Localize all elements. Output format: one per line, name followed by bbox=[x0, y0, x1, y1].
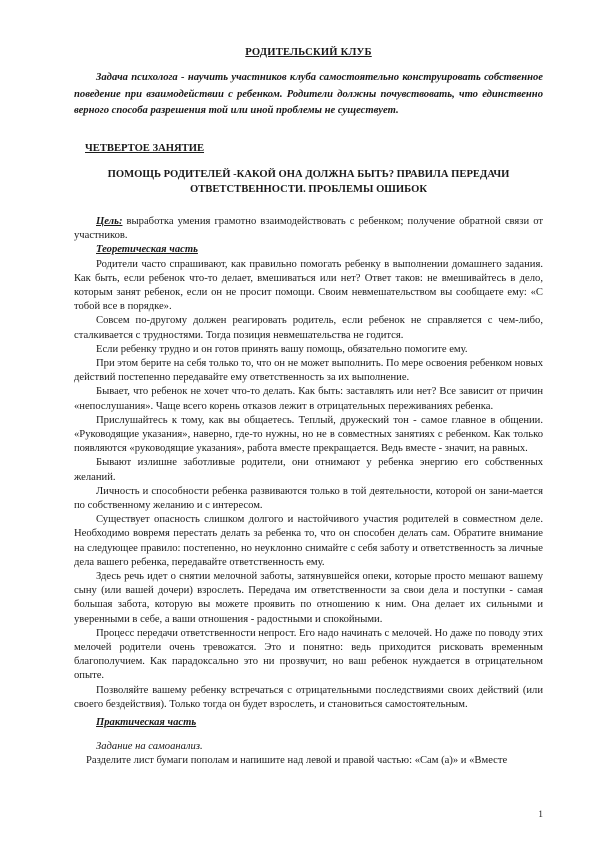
paragraph: Прислушайтесь к тому, как вы общаетесь. Теплый, дружеский тон - самое главное в общении. «Руководящие указания», наверно, где-то нужны, но не в совместных занятиях с ребенком. Как только появляются «руководящие указания», работа вместе прекращается. Ведь вместе - значит, на равных. bbox=[74, 414, 543, 455]
club-title: РОДИТЕЛЬСКИЙ КЛУБ bbox=[245, 47, 372, 58]
goal-text: выработка умения грамотно взаимодействовать с ребенком; получение обратной связи от участников. bbox=[74, 215, 543, 242]
paragraph: Процесс передачи ответственности непрост. Его надо начинать с мелочей. Но даже по поводу этих мелочей родители очень тревожатся. Это и понятно: ведь приходится рисковать временным благополучием. Как парадоксально это ни прозвучит, но ваш ребенок нуждается в отрицательном опыте. bbox=[74, 627, 543, 682]
theory-section-label: Теоретическая часть bbox=[96, 244, 198, 256]
paragraph: При этом берите на себя только то, что он не может выполнить. По мере освоения ребенком новых действий постепенно передавайте ему ответственность за их выполнение. bbox=[74, 357, 543, 384]
paragraph: Личность и способности ребенка развиваются только в той деятельности, которой он зани-мается по собственному желанию и с интересом. bbox=[74, 485, 543, 511]
instruction-line: Разделите лист бумаги пополам и напишите над левой и правой частью: «Сам (а)» и «Вместе bbox=[86, 755, 508, 767]
paragraph: Если ребенку трудно и он готов принять вашу помощь, обязательно помогите ему. bbox=[96, 343, 468, 355]
page-number: 1 bbox=[538, 810, 543, 820]
goal-paragraph bbox=[74, 215, 543, 243]
self-analysis-task: Задание на самоанализ. bbox=[96, 741, 203, 753]
lesson-label: ЧЕТВЕРТОЕ ЗАНЯТИЕ bbox=[85, 142, 205, 154]
practical-section-label: Практическая часть bbox=[96, 717, 197, 729]
paragraph: Существует опасность слишком долгого и настойчивого участия родителей в совместном деле. Необходимо вовремя перестать делать за ребенка то, что он способен делать сам. Обратите внимание на следующее правило: постепенно, но неуклонно снимайте с себя заботу и ответственность за личные дела вашего ребенка, передавайте ответственность ему. bbox=[74, 514, 543, 568]
paragraph: Совсем по-другому должен реагировать родитель, если ребенок не справляется с чем-либо, сталкивается с трудностями. Тогда позиция невмешательства не годится. bbox=[74, 315, 543, 341]
psychologist-task: Задача психолога - научить участников клуба самостоятельно конструировать собственное поведение при взаимодействии с ребенком. Родители должны почувствовать, что единственно верного способа разрешения той или иной проблемы не существует. bbox=[74, 72, 543, 117]
paragraph: Здесь речь идет о снятии мелочной заботы, затянувшейся опеки, которые просто мешают вашему сыну (или вашей дочери) взрослеть. Передача им ответственности за свои дела и поступки - самая большая забота, которую вы можете проявить по отношению к ним. Она делает их сильными и уверенными в себе, а ваши отношения - радостными и спокойными. bbox=[74, 570, 543, 625]
paragraph: Бывает, что ребенок не хочет что-то делать. Как быть: заставлять или нет? Все зависит от причин «непослушания». Чаще всего корень отказов лежит в отрицательных переживаниях ребенка. bbox=[74, 386, 543, 412]
paragraph: Бывают излишне заботливые родители, они отнимают у ребенка энергию его собственных желаний. bbox=[74, 457, 543, 483]
paragraph: Позволяйте вашему ребенку встречаться с отрицательными последствиями своих действий (или своего бездействия). Только тогда он будет взрослеть, и становиться самостоятельным. bbox=[74, 684, 543, 710]
lesson-heading: ПОМОЩЬ РОДИТЕЛЕЙ -КАКОЙ ОНА ДОЛЖНА БЫТЬ? ПРАВИЛА ПЕРЕДАЧИ ОТВЕТСТВЕННОСТИ. ПРОБЛЕМЫ ОШИБОК bbox=[107, 168, 510, 195]
goal-label: Цель: bbox=[96, 215, 123, 227]
paragraph: Родители часто спрашивают, как правильно помогать ребенку в выполнении домашнего задания. Как быть, если ребенок что-то делает, вмешиваться или нет? Ответ таков: не вмешивайтесь в дело, которым занят ребенок, если он не просит помощи. Своим невмешательством вы сообщаете ему: «С тобой все в порядке». bbox=[74, 258, 543, 313]
